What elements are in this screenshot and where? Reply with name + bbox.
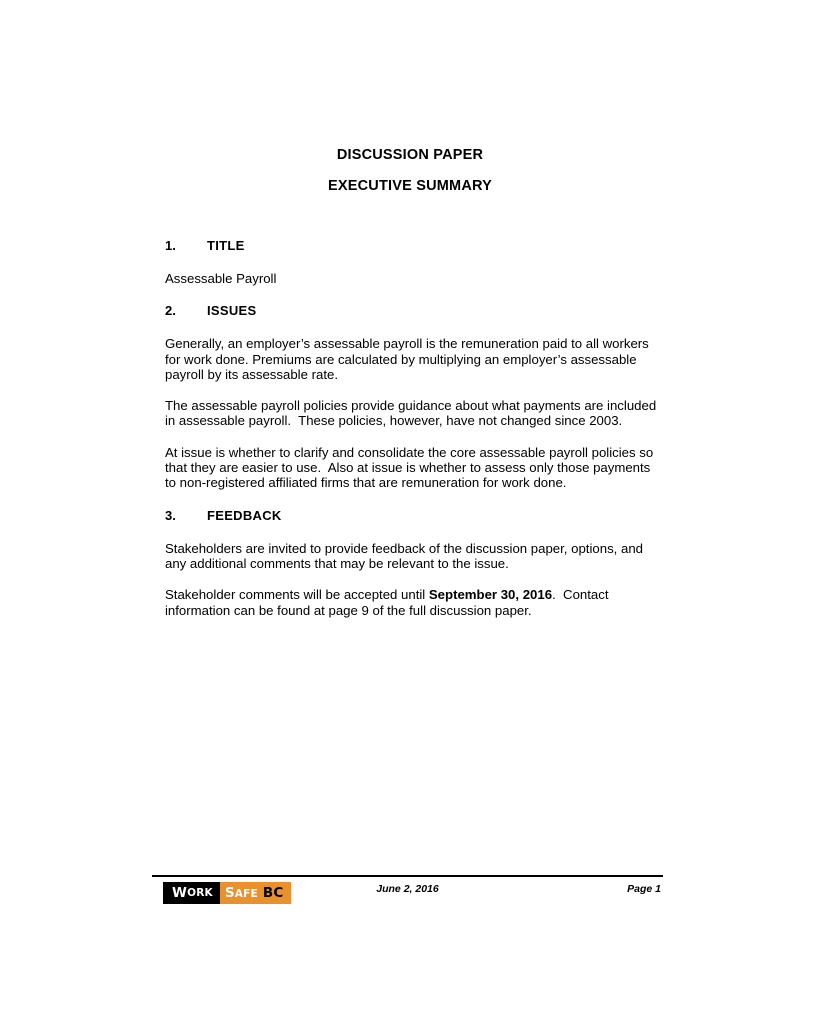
- paragraph-assessable-payroll: Assessable Payroll: [165, 271, 277, 286]
- paragraph-issues-2: The assessable payroll policies provide guidance about what payments are included in assessable payroll. These policies, however, have not changed since 2003.: [165, 398, 660, 429]
- paragraph-feedback-deadline: [165, 587, 657, 618]
- logo-work-rest: ORK: [187, 887, 213, 899]
- section-label: TITLE: [207, 238, 245, 253]
- section-heading-feedback: [165, 508, 657, 523]
- logo-safe-rest: AFE: [234, 888, 258, 900]
- section-label: ISSUES: [207, 303, 257, 319]
- document-body: [165, 238, 660, 618]
- document-title-secondary: EXECUTIVE SUMMARY: [328, 178, 492, 194]
- deadline-text-before: Stakeholder comments will be accepted until: [165, 587, 429, 603]
- paragraph-feedback-1: Stakeholders are invited to provide feedback of the discussion paper, options, and any additional comments that may be relevant to the issue.: [165, 540, 647, 571]
- deadline-date: September 30, 2016: [428, 587, 553, 603]
- section-number: 1.: [165, 238, 176, 253]
- deadline-text-after: . Contact information can be found at page 9 of the full discussion paper.: [165, 587, 613, 618]
- logo-work-capital: W: [172, 885, 188, 901]
- page-footer: [152, 875, 663, 903]
- section-label: FEEDBACK: [207, 507, 282, 523]
- document-title-block: [165, 140, 655, 202]
- section-number: 3.: [165, 507, 176, 523]
- paragraph-issues-3: At issue is whether to clarify and consolidate the core assessable payroll policies so that they are easier to use. Also at issue is whether to assess only those payments to non-registered affiliated firms that are remuneration for work done.: [165, 444, 657, 491]
- logo-safe-capital: S: [224, 885, 235, 901]
- footer-page-number: Page 1: [627, 883, 661, 895]
- paragraph-issues-1: Generally, an employer’s assessable payroll is the remuneration paid to all workers for work done. Premiums are calculated by multiplying an employer’s assessable payroll by its assessable rate.: [165, 336, 653, 382]
- section-number: 2.: [165, 303, 176, 319]
- section-heading-title: [165, 238, 657, 253]
- logo-bc-text: BC: [262, 885, 284, 901]
- document-title-primary: DISCUSSION PAPER: [336, 147, 484, 163]
- section-heading-issues: [165, 303, 657, 318]
- footer-date: June 2, 2016: [376, 883, 439, 895]
